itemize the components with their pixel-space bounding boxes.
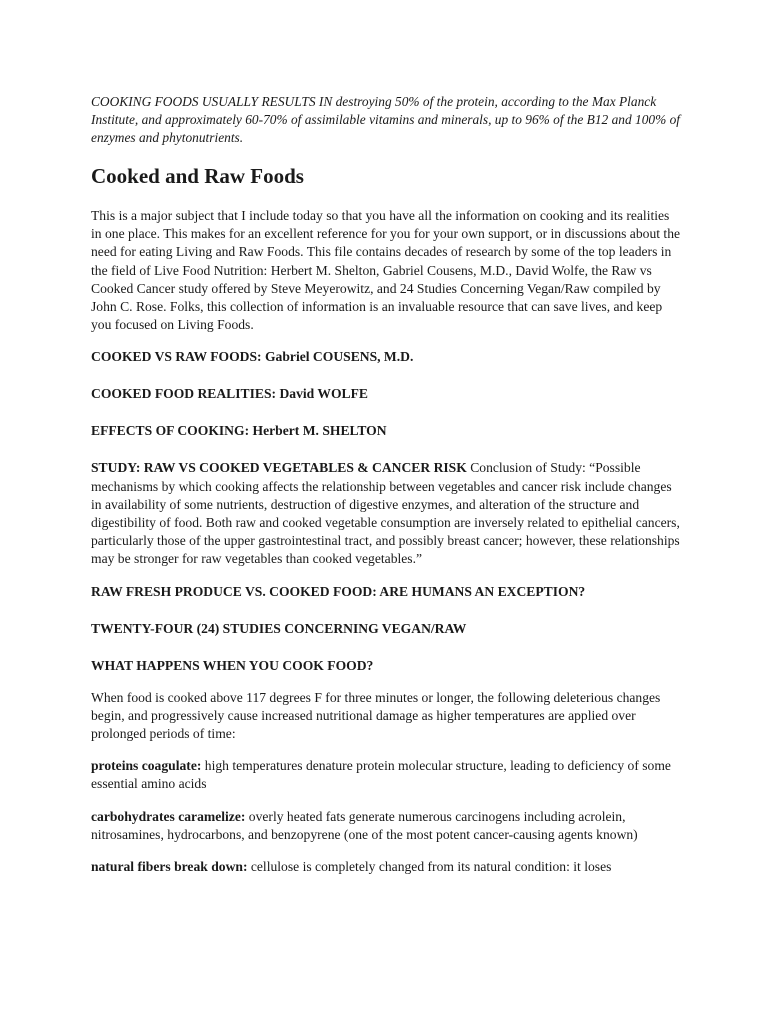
list-item [91,757,681,793]
section-heading-shelton[interactable]: EFFECTS OF COOKING: Herbert M. SHELTON [91,423,387,439]
item-text: overly heated fats generate numerous carcinogens including acrolein, nitrosamines, hydrocarbons, and benzopyrene (one of the most potent cancer-causing agents known) [91,808,638,842]
item-label: natural fibers break down: [91,859,248,875]
list-item [91,858,681,876]
item-label: proteins coagulate: [91,758,202,774]
study-text: Conclusion of Study: “Possible mechanisms by which cooking affects the relationship between vegetables and cancer risk include changes in availability of some nutrients, destruction of digestive enzymes, and alteration of the structure and digestibility of food. Both raw and cooked vegetable consumption are inversely related to epithelial cancers, particularly those of the upper gastrointestinal tract, and possibly breast cancer; however, these relationships may be stronger for raw vegetables than cooked vegetables.” [91,460,680,567]
section-heading-produce[interactable]: RAW FRESH PRODUCE VS. COOKED FOOD: ARE HUMANS AN EXCEPTION? [91,583,586,599]
section-heading-studies[interactable]: TWENTY-FOUR (24) STUDIES CONCERNING VEGAN/RAW [91,620,467,636]
item-text: cellulose is completely changed from its natural condition: it loses [247,859,612,875]
cook-paragraph: When food is cooked above 117 degrees F for three minutes or longer, the following deleterious changes begin, and progressively cause increased nutritional damage as higher temperatures are applied over prolonged periods of time: [91,689,661,742]
document-page [91,93,681,890]
item-text: high temperatures denature protein molecular structure, leading to deficiency of some essential amino acids [91,758,671,792]
section-heading-cousens[interactable]: COOKED VS RAW FOODS: Gabriel COUSENS, M.D. [91,349,414,365]
study-paragraph [91,459,681,568]
intro-paragraph: COOKING FOODS USUALLY RESULTS IN destroying 50% of the protein, according to the Max Planck Institute, and approximately 60-70% of assimilable vitamins and minerals, up to 96% of the B12 and 100% of enzymes and phytonutrients. [91,94,681,145]
list-item [91,808,681,844]
page-title: Cooked and Raw Foods [91,164,304,188]
item-label: carbohydrates caramelize: [91,808,246,824]
section-heading-wolfe[interactable]: COOKED FOOD REALITIES: David WOLFE [91,386,368,402]
body-paragraph: This is a major subject that I include today so that you have all the information on cooking and its realities in one place. This makes for an excellent reference for you for your own support, or in discussions about the need for eating Living and Raw Foods. This file contains decades of research by some of the top leaders in the field of Live Food Nutrition: Herbert M. Shelton, Gabriel Cousens, M.D., David Wolfe, the Raw vs Cooked Cancer study offered by Steve Meyerowitz, and 24 Studies Concerning Vegan/Raw compiled by John C. Rose. Folks, this collection of information is an invaluable resource that can save lives, and keep you focused on Living Foods. [91,208,681,333]
study-label[interactable]: STUDY: RAW VS COOKED VEGETABLES & CANCER RISK [91,460,467,476]
section-heading-cook-food: WHAT HAPPENS WHEN YOU COOK FOOD? [91,657,374,673]
